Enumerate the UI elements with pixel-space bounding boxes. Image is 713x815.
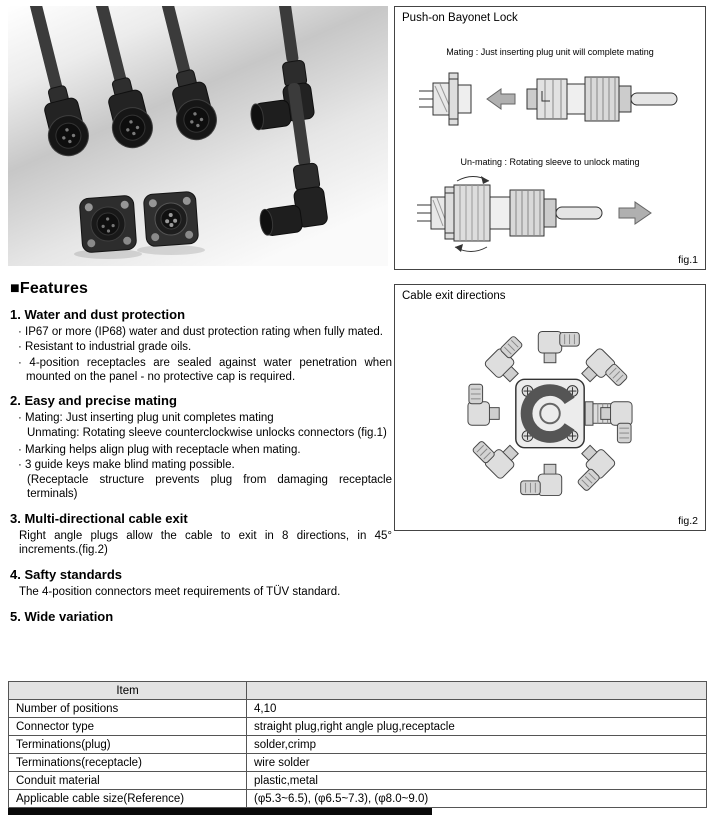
table-header-value [247,682,707,700]
row-value: 4,10 [247,700,707,718]
feature-bullet: · Marking helps align plug with receptacle when mating. [18,443,301,456]
table-row [9,790,707,808]
feature-bullet-continuation: (Receptacle structure prevents plug from damaging receptacle terminals) [27,474,392,501]
table-header-row [9,682,707,700]
cable-exit-diagram [400,309,700,519]
variation-table-wrapper [8,681,707,815]
section-2-title: 2. Easy and precise mating [10,393,177,408]
unmating-caption: Un-mating : Rotating sleeve to unlock mating [460,157,640,167]
section-3-title: 3. Multi-directional cable exit [10,510,188,526]
section-1-title: 1. Water and dust protection [10,307,186,322]
row-item: Applicable cable size(Reference) [9,790,247,808]
fig1-panel [394,6,706,270]
fig2-panel [394,284,706,531]
feature-bullet: · 3 guide keys make blind mating possible. [18,458,235,471]
product-photo [8,6,388,266]
section-3-body: Right angle plugs allow the cable to exit in 8 directions, in 45° increments.(fig.2) [19,529,392,557]
row-value: plastic,metal [247,772,707,790]
table-row [9,736,707,754]
variation-table [8,681,707,808]
flange-receptacle-1 [79,195,137,253]
feature-bullet-continuation: Unmating: Rotating sleeve counterclockwise unlocks connectors (fig.1) [27,427,387,440]
table-row [9,718,707,736]
feature-bullet: · Resistant to industrial grade oils. [18,341,192,354]
feature-bullet: · 4-position receptacles are sealed against water penetration when mounted on the panel - no protective cap is required. [18,356,392,383]
feature-bullet: · Mating: Just inserting plug unit completes mating [18,412,274,424]
row-value: wire solder [247,754,707,772]
table-row [9,754,707,772]
fig1-label: fig.1 [678,254,698,266]
fig2-title: Cable exit directions [402,290,506,302]
shadow [137,245,205,255]
mating-diagram [403,61,695,139]
row-item: Number of positions [9,700,247,718]
table-header-item: Item [9,682,247,700]
features-section [10,280,392,627]
unmating-direction-arrow [619,202,651,224]
row-value: solder,crimp [247,736,707,754]
row-value: (φ5.3~6.5), (φ6.5~7.3), (φ8.0~9.0) [247,790,707,808]
features-heading: ■Features [10,280,89,297]
row-item: Terminations(plug) [9,736,247,754]
mating-caption: Mating : Just inserting plug unit will complete mating [446,47,654,57]
connectors-photo-illustration [8,6,388,266]
fig2-label: fig.2 [678,515,698,527]
section-4-title: 4. Safty standards [10,567,122,583]
row-item: Conduit material [9,772,247,790]
row-item: Terminations(receptacle) [9,754,247,772]
unmating-diagram [403,171,695,255]
page-bottom-bar [8,808,432,815]
row-value: straight plug,right angle plug,receptacle [247,718,707,736]
mating-direction-arrow [487,89,515,109]
section-5-title: 5. Wide variation [10,609,114,625]
row-item: Connector type [9,718,247,736]
feature-bullet: · IP67 or more (IP68) water and dust protection rating when fully mated. [18,326,383,338]
table-row [9,772,707,790]
table-row [9,700,707,718]
fig1-title: Push-on Bayonet Lock [402,12,518,24]
flange-receptacle-2 [143,191,199,247]
section-4-body: The 4-position connectors meet requirements of TÜV standard. [19,586,341,599]
